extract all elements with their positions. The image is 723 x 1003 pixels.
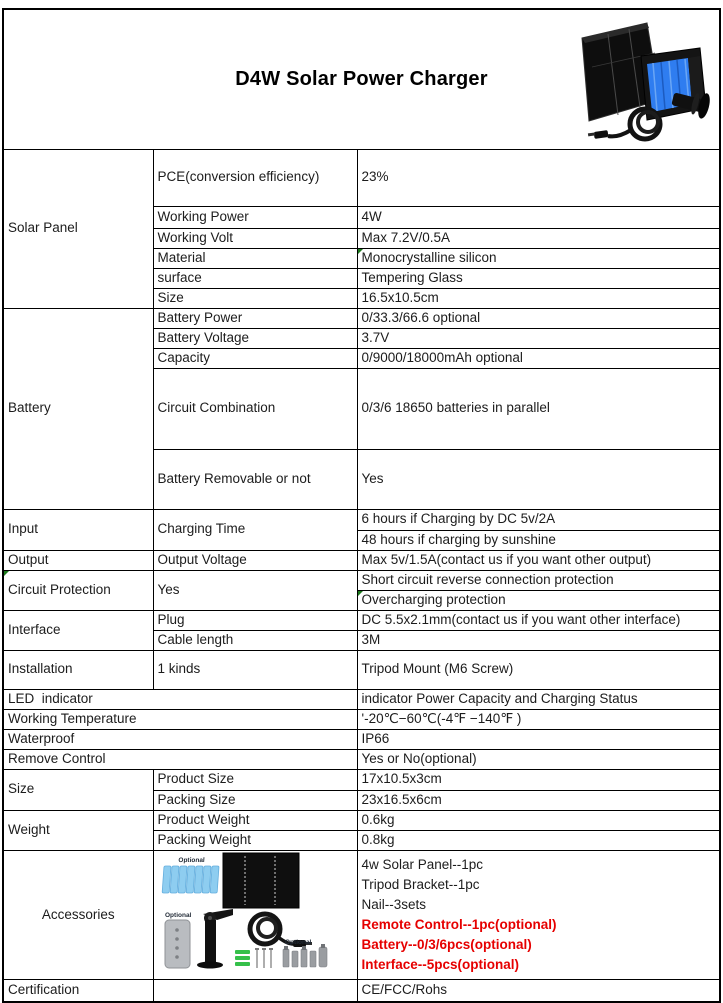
accessory-item: 4w Solar Panel--1pc [361,856,484,872]
nail-heads [255,948,273,950]
spec-value: Yes or No(optional) [357,749,720,769]
page-title: D4W Solar Power Charger [235,67,488,90]
spec-value: 3M [357,630,720,650]
spec-name: Packing Size [153,790,357,810]
spec-value: 0.8kg [357,830,720,850]
spec-value: 4W [357,206,720,228]
section-label-size: Size [3,769,153,810]
spec-value: 17x10.5x3cm [357,769,720,790]
spec-value: Short circuit reverse connection protection [357,570,720,590]
spec-name: Size [153,288,357,308]
accessories-photo-cell [153,850,357,980]
section-label-output: Output [3,550,153,570]
spec-name: Working Volt [153,228,357,248]
spec-value: 3.7V [357,328,720,348]
spec-value: 23x16.5x6cm [357,790,720,810]
remote-control-illustration [165,912,192,968]
spec-name: Battery Power [153,308,357,328]
spec-value: 0.6kg [357,810,720,830]
spec-name: Battery Removable or not [153,449,357,509]
connectors-illustration [283,939,327,967]
spec-value: '-20℃−60℃(-4℉ −140℉ ) [357,709,720,729]
battery-cells-illustration [162,857,220,893]
spec-name: Charging Time [153,509,357,550]
spec-name: Working Power [153,206,357,228]
spec-value: Tripod Mount (M6 Screw) [357,650,720,689]
spec-name: Cable length [153,630,357,650]
spec-value: Max 5v/1.5A(contact us if you want other output) [357,550,720,570]
spec-name: Packing Weight [153,830,357,850]
section-label-interface: Interface [3,610,153,650]
section-label-circuit-protection: Circuit Protection [3,570,153,610]
spec-name: Circuit Combination [153,368,357,449]
spec-name: Yes [153,570,357,610]
section-label-waterproof: Waterproof [3,729,357,749]
spec-value: Tempering Glass [357,268,720,288]
section-label-installation: Installation [3,650,153,689]
spec-value: 48 hours if charging by sunshine [357,530,720,550]
accessory-item: Nail--3sets [361,896,427,912]
spec-value: Monocrystalline silicon [357,248,720,268]
accessories-photo [155,852,355,974]
product-photo [548,12,713,148]
spec-name: Material [153,248,357,268]
spec-name: Battery Voltage [153,328,357,348]
svg-text:Optional: Optional [285,938,312,946]
svg-text:Optional: Optional [178,856,205,864]
spec-value: CE/FCC/Rohs [357,980,720,1002]
solar-panel-item-illustration [223,853,299,908]
spec-value: 6 hours if Charging by DC 5v/2A [357,509,720,530]
spec-value: IP66 [357,729,720,749]
section-label-weight: Weight [3,810,153,850]
nails-illustration [257,950,271,968]
spec-value: Yes [357,449,720,509]
spec-value: 0/33.3/66.6 optional [357,308,720,328]
spec-value: 16.5x10.5cm [357,288,720,308]
accessories-list-cell [357,850,720,980]
spec-value: DC 5.5x2.1mm(contact us if you want other interface) [357,610,720,630]
section-label-remove-control: Remove Control [3,749,357,769]
section-label-working-temperature: Working Temperature [3,709,357,729]
accessory-item-optional: Battery--0/3/6pcs(optional) [361,936,532,952]
spec-name: Output Voltage [153,550,357,570]
section-label-solar-panel: Solar Panel [3,149,153,308]
accessory-item-optional: Interface--5pcs(optional) [361,956,520,972]
title-block [3,9,720,149]
spec-name: Product Weight [153,810,357,830]
green-parts-illustration [235,950,250,966]
spec-value: Max 7.2V/0.5A [357,228,720,248]
section-label-accessories: Accessories [3,850,153,980]
spec-value: indicator Power Capacity and Charging Status [357,689,720,709]
spec-name: 1 kinds [153,650,357,689]
section-label-battery: Battery [3,308,153,509]
spec-table [2,8,721,1003]
spec-value: 0/3/6 18650 batteries in parallel [357,368,720,449]
tripod-bracket-illustration [197,909,233,969]
empty-cell [153,980,357,1002]
section-label-led-indicator: LED indicator [3,689,357,709]
accessory-item-optional: Remote Control--1pc(optional) [361,916,557,932]
spec-name: surface [153,268,357,288]
section-label-certification: Certification [3,980,153,1002]
spec-value: 23% [357,149,720,206]
spec-name: Capacity [153,348,357,368]
svg-text:Optional: Optional [165,911,192,919]
spec-name: PCE(conversion efficiency) [153,149,357,206]
spec-value: Overcharging protection [357,590,720,610]
spec-name: Plug [153,610,357,630]
spec-value: 0/9000/18000mAh optional [357,348,720,368]
accessory-item: Tripod Bracket--1pc [361,876,480,892]
spec-name: Product Size [153,769,357,790]
section-label-input: Input [3,509,153,550]
